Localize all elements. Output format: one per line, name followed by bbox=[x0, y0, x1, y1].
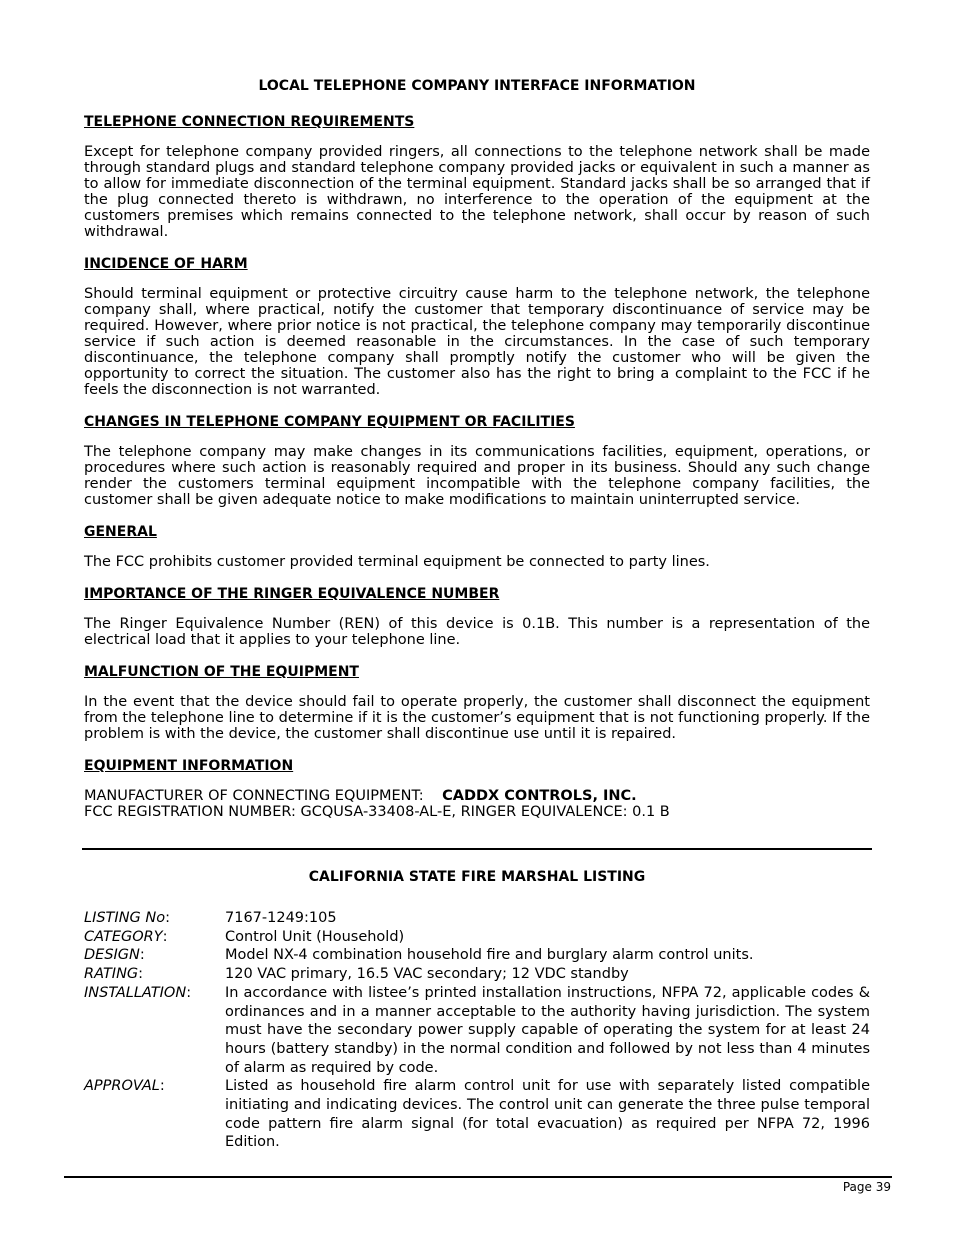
listing-value: Control Unit (Household) bbox=[225, 928, 405, 945]
section-heading-ren: IMPORTANCE OF THE RINGER EQUIVALENCE NUMBER bbox=[84, 586, 500, 602]
section-heading-connection: TELEPHONE CONNECTION REQUIREMENTS bbox=[84, 114, 415, 130]
page-number: Page 39 bbox=[842, 1180, 891, 1194]
section-body-general: The FCC prohibits customer provided terminal equipment be connected to party lines. bbox=[84, 554, 710, 570]
csfm-section bbox=[84, 869, 870, 1152]
fcc-registration-line: FCC REGISTRATION NUMBER: GCQUSA-33408-AL-E, RINGER EQUIVALENCE: 0.1 B bbox=[84, 804, 670, 820]
listing-key: APPROVAL bbox=[84, 1078, 160, 1095]
listing-row: LISTING No: 7167-1249:105 bbox=[84, 909, 870, 928]
section-heading-malfunction: MALFUNCTION OF THE EQUIPMENT bbox=[84, 664, 359, 680]
section-divider bbox=[82, 848, 872, 850]
document-page bbox=[84, 78, 870, 820]
listing-row: DESIGN: Model NX-4 combination household fire and burglary alarm control units. bbox=[84, 946, 870, 965]
listing-key: RATING bbox=[84, 966, 139, 983]
section-heading-changes: CHANGES IN TELEPHONE COMPANY EQUIPMENT OR FACILITIES bbox=[84, 414, 575, 430]
section-heading-equipment: EQUIPMENT INFORMATION bbox=[84, 758, 294, 774]
listing-value: Model NX-4 combination household fire and burglary alarm control units. bbox=[225, 947, 754, 964]
csfm-title: CALIFORNIA STATE FIRE MARSHAL LISTING bbox=[308, 869, 646, 885]
listing-key: INSTALLATION bbox=[84, 984, 187, 1001]
listing-row: INSTALLATION: In accordance with listee’s printed installation instructions, NFPA 72, applicable codes & ordinances and in a manner acceptable to the authority having jurisdiction. The system must have the secondary power supply capable of operating the system for at least 24 hours (battery standby) in the normal condition and followed by not less than 4 minutes of alarm as required by code. bbox=[84, 984, 870, 1076]
listing-value: Listed as household fire alarm control unit for use with separately listed compatible initiating and indicating devices. The control unit can generate the three pulse temporal code pattern fire alarm signal (for total evacuation) as required per NFPA 72, 1996 Edition. bbox=[225, 1078, 870, 1151]
listing-value: In accordance with listee’s printed installation instructions, NFPA 72, applicable codes & ordinances and in a manner acceptable to the authority having jurisdiction. The system must have the secondary power supply capable of operating the system for at least 24 hours (battery standby) in the normal condition and followed by not less than 4 minutes of alarm as required by code. bbox=[225, 984, 870, 1076]
listing-key: LISTING No bbox=[84, 910, 166, 926]
section-body-connection: Except for telephone company provided ringers, all connections to the telephone network shall be made through standard plugs and standard telephone company provided jacks or equivalent in such a manner as to allow for immediate disconnection of the terminal equipment. Standard jacks shall be so arranged that if the plug connected thereto is withdrawn, no interference to the operation of the equipment at the customers premises which remains connected to the telephone network, shall occur by reason of such withdrawal. bbox=[84, 144, 870, 240]
manufacturer-value: CADDX CONTROLS, INC. bbox=[442, 788, 637, 804]
csfm-listing bbox=[84, 909, 870, 1152]
listing-key: CATEGORY bbox=[84, 928, 163, 945]
section-heading-general: GENERAL bbox=[84, 524, 157, 540]
page-title: LOCAL TELEPHONE COMPANY INTERFACE INFORMATION bbox=[258, 78, 696, 94]
section-body-ren: The Ringer Equivalence Number (REN) of this device is 0.1B. This number is a representation of the electrical load that it applies to your telephone line. bbox=[84, 616, 870, 648]
listing-key: DESIGN bbox=[84, 947, 140, 964]
section-heading-harm: INCIDENCE OF HARM bbox=[84, 256, 248, 272]
footer-divider bbox=[64, 1176, 892, 1178]
listing-value: 7167-1249:105 bbox=[225, 910, 337, 926]
section-body-changes: The telephone company may make changes in its communications facilities, equipment, operations, or procedures where such action is reasonably required and proper in its business. Should any such change render the customers terminal equipment incompatible with the telephone company facilities, the customer shall be given adequate notice to make modifications to maintain uninterrupted service. bbox=[84, 444, 870, 508]
manufacturer-label: MANUFACTURER OF CONNECTING EQUIPMENT: bbox=[84, 788, 424, 804]
listing-row: RATING: 120 VAC primary, 16.5 VAC secondary; 12 VDC standby bbox=[84, 965, 870, 984]
listing-row: CATEGORY: Control Unit (Household) bbox=[84, 928, 870, 947]
section-body-harm: Should terminal equipment or protective circuitry cause harm to the telephone network, the telephone company shall, where practical, notify the customer that temporary discontinuance of service may be required. However, where prior notice is not practical, the telephone company may temporarily discontinue service if such action is deemed reasonable in the circumstances. In the case of such temporary discontinuance, the telephone company shall promptly notify the customer who will be given the opportunity to correct the situation. The customer also has the right to bring a complaint to the FCC if he feels the disconnection is not warranted. bbox=[84, 286, 870, 398]
listing-value: 120 VAC primary, 16.5 VAC secondary; 12 VDC standby bbox=[225, 966, 629, 983]
listing-row: APPROVAL: Listed as household fire alarm control unit for use with separately listed compatible initiating and indicating devices. The control unit can generate the three pulse temporal code pattern fire alarm signal (for total evacuation) as required per NFPA 72, 1996 Edition. bbox=[84, 1078, 870, 1151]
manufacturer-line bbox=[84, 788, 870, 804]
section-body-malfunction: In the event that the device should fail to operate properly, the customer shall disconnect the equipment from the telephone line to determine if it is the customer’s equipment that is not functioning properly. If the problem is with the device, the customer shall discontinue use until it is repaired. bbox=[84, 694, 870, 742]
